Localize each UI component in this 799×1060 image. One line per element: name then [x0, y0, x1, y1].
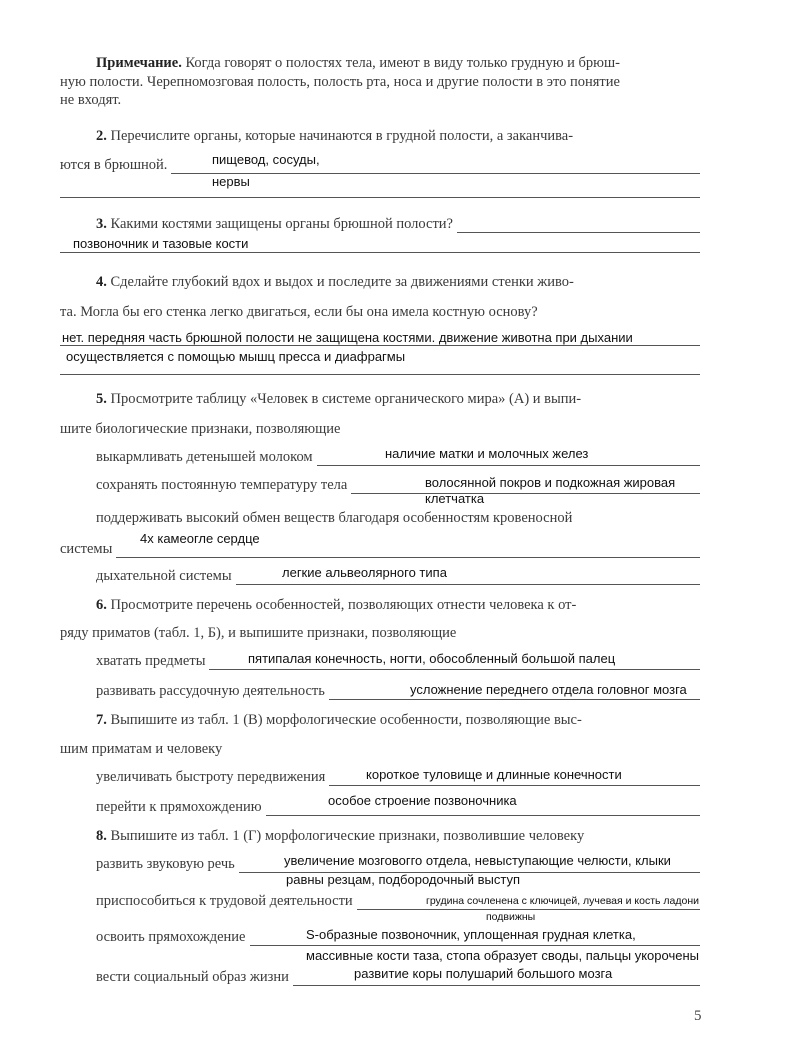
answer-field[interactable] [457, 218, 700, 233]
note-label: Примечание. [96, 55, 182, 71]
note-text: не входят. [60, 92, 122, 108]
answer-text: короткое туловище и длинные конечности [366, 767, 622, 782]
question-text: Перечислите органы, которые начинаются в грудной полости, а заканчива- [110, 128, 574, 144]
question-number: 2. [96, 128, 107, 144]
question-text: Выпишите из табл. 1 (Г) морфологические признаки, позволившие человеку [110, 828, 585, 844]
answer-text: грудина сочленена с ключицей, лучевая и кость ладони [426, 895, 699, 907]
item-label: приспособиться к трудовой деятельности [96, 893, 353, 909]
page-number: 5 [694, 1008, 702, 1024]
answer-text: волосянной покров и подкожная жировая [425, 475, 676, 490]
question-number: 3. [96, 216, 107, 232]
question-text: Какими костями защищены органы брюшной полости? [110, 216, 453, 232]
answer-text: пищевод, сосуды, [212, 152, 320, 167]
question-text: Просмотрите перечень особенностей, позволяющих отнести человека к от- [110, 597, 577, 613]
question-number: 4. [96, 274, 107, 290]
item-label: сохранять постоянную температуру тела [96, 477, 348, 493]
answer-line[interactable] [60, 345, 700, 346]
answer-text: особое строение позвоночника [328, 793, 517, 808]
note-text: ную полости. Черепномозговая полость, полость рта, носа и другие полости в это понятие [60, 74, 620, 90]
item-label: развивать рассудочную деятельность [96, 683, 325, 699]
question-number: 6. [96, 597, 107, 613]
answer-text: S-образные позвоночник, уплощенная грудная клетка, [306, 927, 636, 942]
question-number: 7. [96, 712, 107, 728]
item-label: поддерживать высокий обмен веществ благодаря особенностям кровеносной [96, 510, 573, 526]
item-label: развить звуковую речь [96, 856, 235, 872]
question-number: 5. [96, 391, 107, 407]
answer-text: усложнение переднего отдела головног мозга [410, 682, 687, 697]
answer-line[interactable] [60, 374, 700, 375]
answer-text: нервы [212, 174, 250, 189]
answer-text: наличие матки и молочных желез [385, 446, 589, 461]
question-text: Просмотрите таблицу «Человек в системе органического мира» (А) и выпи- [110, 391, 582, 407]
answer-text: пятипалая конечность, ногти, обособленный большой палец [248, 651, 616, 666]
item-label: освоить прямохождение [96, 929, 246, 945]
answer-text: клетчатка [425, 491, 485, 506]
answer-text: увеличение мозговогго отдела, невыступающие челюсти, клыки [284, 853, 671, 868]
item-label: увеличивать быстроту передвижения [96, 769, 326, 785]
answer-text: 4х камеогле сердце [140, 531, 260, 546]
answer-text: подвижны [486, 911, 536, 923]
answer-text: легкие альвеолярного типа [282, 565, 447, 580]
answer-line[interactable] [60, 197, 700, 198]
note-text: Когда говорят о полостях тела, имеют в виду только грудную и брюш- [185, 55, 620, 71]
item-label: перейти к прямохождению [96, 799, 262, 815]
question-text: шите биологические признаки, позволяющие [60, 421, 341, 437]
answer-line[interactable] [60, 252, 700, 253]
question-number: 8. [96, 828, 107, 844]
answer-text: осуществляется с помощью мышц пресса и диафрагмы [66, 349, 406, 364]
answer-text: развитие коры полушарий большого мозга [354, 966, 613, 981]
question-text: Сделайте глубокий вдох и выдох и последите за движениями стенки живо- [110, 274, 574, 290]
item-label: выкармливать детенышей молоком [96, 449, 313, 465]
item-label: вести социальный образ жизни [96, 969, 289, 985]
question-text: шим приматам и человеку [60, 741, 223, 757]
question-text: та. Могла бы его стенка легко двигаться, если бы она имела костную основу? [60, 304, 538, 320]
answer-text: массивные кости таза, стопа образует своды, пальцы укорочены [306, 948, 699, 963]
item-label: системы [60, 541, 113, 557]
item-label: хватать предметы [96, 653, 206, 669]
question-text: ряду приматов (табл. 1, Б), и выпишите признаки, позволяющие [60, 625, 457, 641]
answer-text: равны резцам, подбородочный выступ [286, 872, 520, 887]
question-text: ются в брюшной. [60, 157, 168, 173]
item-label: дыхательной системы [96, 568, 232, 584]
answer-text: позвоночник и тазовые кости [73, 236, 249, 251]
answer-text: нет. передняя часть брюшной полости не защищена костями. движение животна при дыхании [62, 330, 633, 345]
question-text: Выпишите из табл. 1 (В) морфологические особенности, позволяющие выс- [110, 712, 582, 728]
